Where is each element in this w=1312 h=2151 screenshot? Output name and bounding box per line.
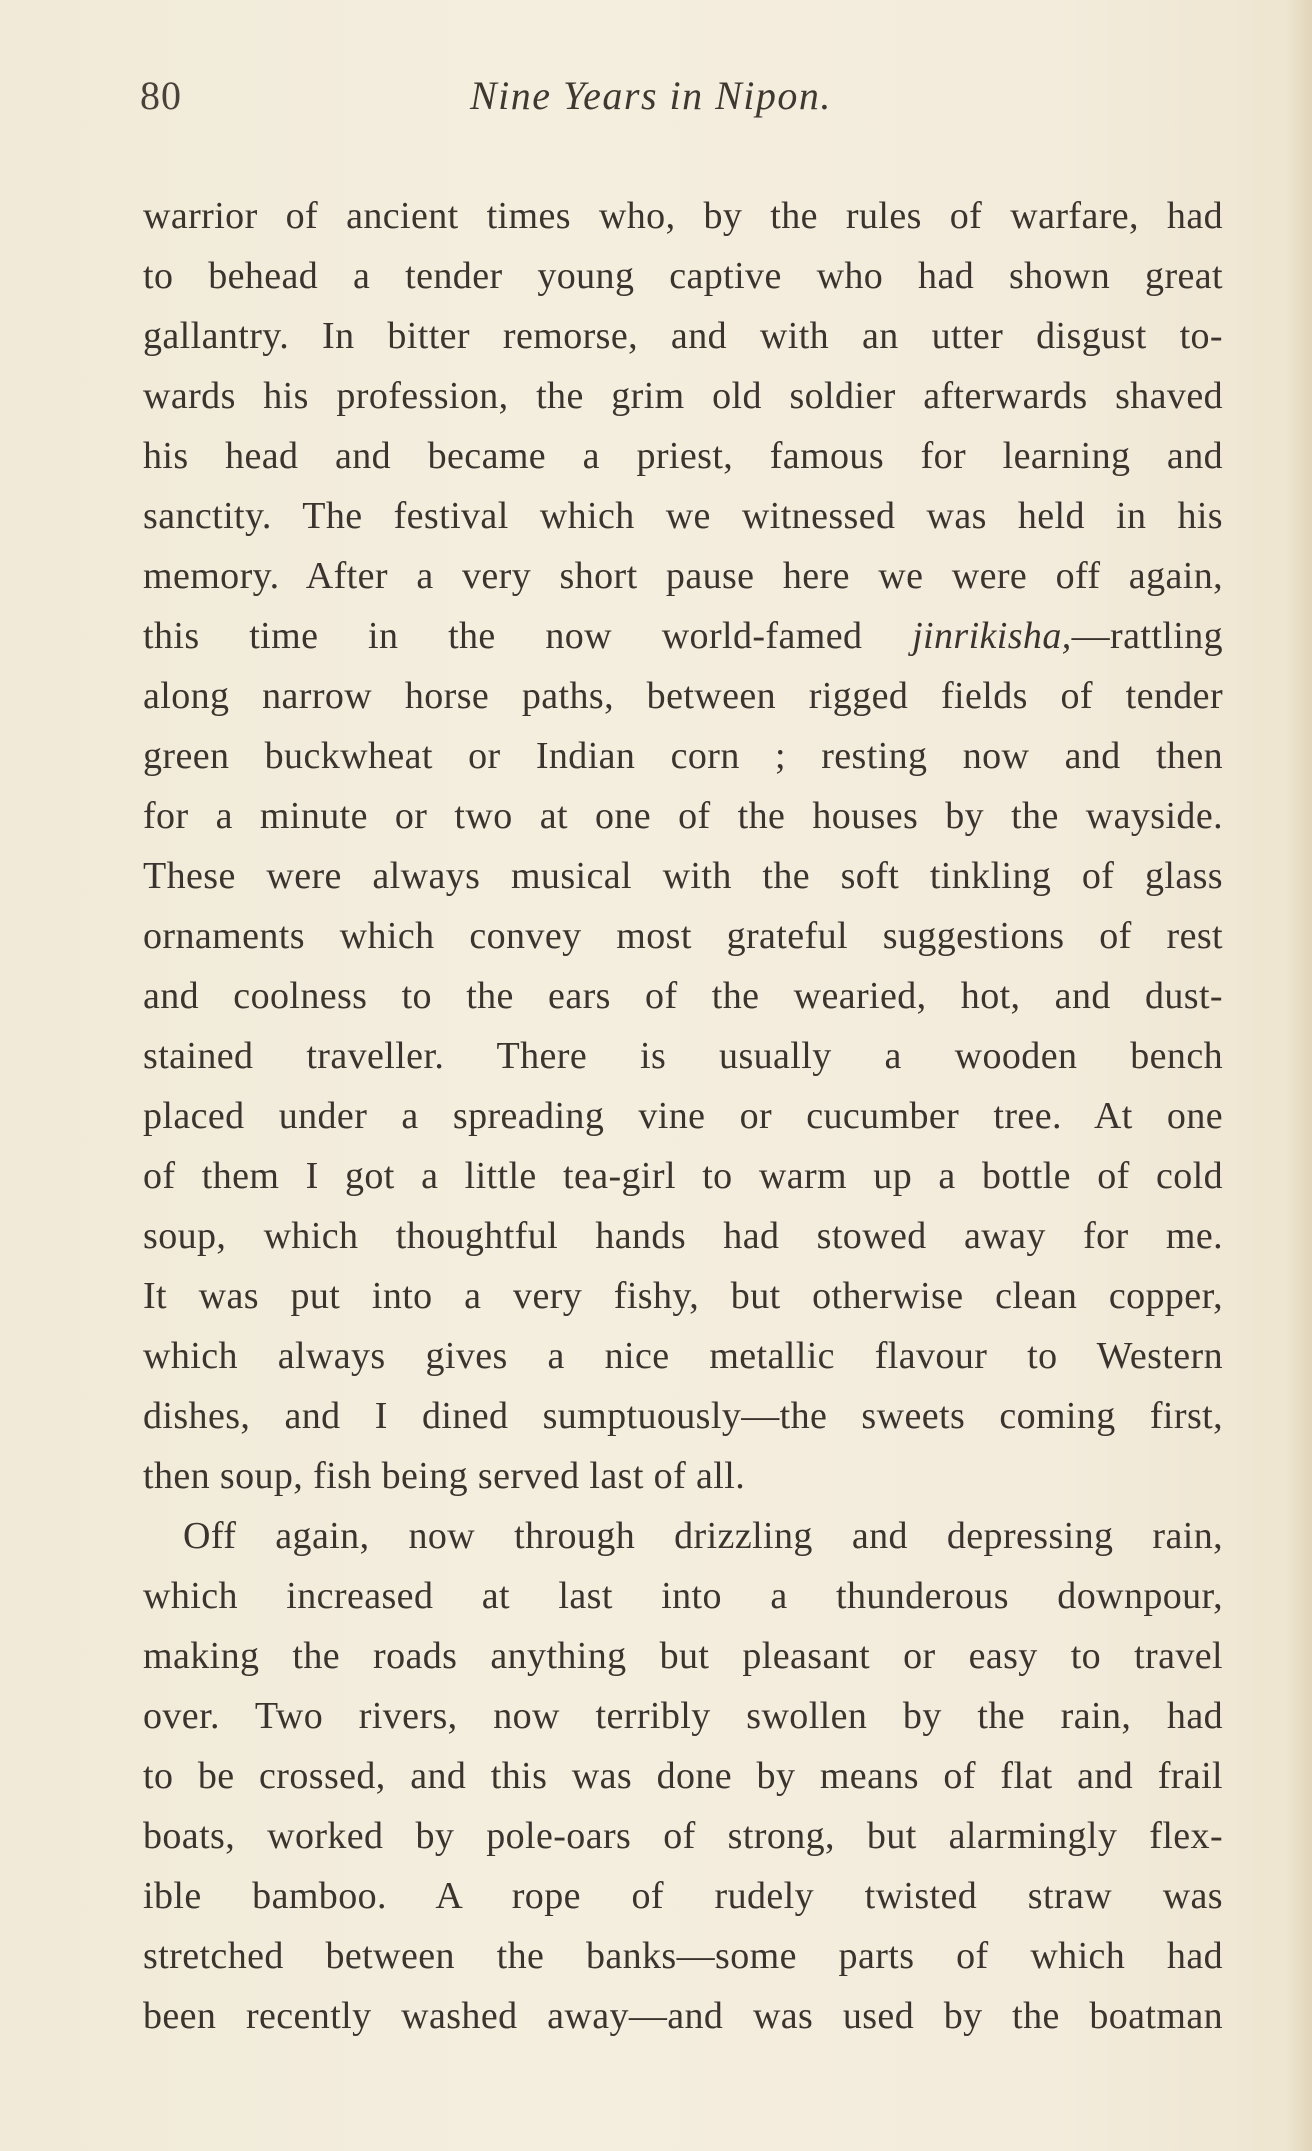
text-line: to behead a tender young captive who had shown great [143,255,1223,297]
text-line: stained traveller. There is usually a wooden bench [143,1035,1223,1077]
text-line: placed under a spreading vine or cucumber tree. At one [143,1095,1223,1137]
page-number: 80 [140,73,182,118]
text-line: been recently washed away—and was used by the boatman [143,1995,1223,2037]
page-header [140,72,1220,132]
text-line: and coolness to the ears of the wearied, hot, and dust- [143,975,1223,1017]
text-line: green buckwheat or Indian corn ; resting now and then [143,735,1223,777]
text-segment: this time in the now world-famed [143,615,913,657]
page-edge-shadow [1286,0,1312,2151]
text-line: soup, which thoughtful hands had stowed away for me. [143,1215,1223,1257]
text-line: wards his profession, the grim old soldier afterwards shaved [143,375,1223,417]
text-line: then soup, fish being served last of all. [143,1455,746,1497]
text-line: for a minute or two at one of the houses by the wayside. [143,795,1223,837]
text-line: making the roads anything but pleasant or easy to travel [143,1635,1223,1677]
running-title: Nine Years in Nipon. [470,73,832,118]
text-line: along narrow horse paths, between rigged fields of tender [143,675,1223,717]
text-line: dishes, and I dined sumptuously—the sweets coming first, [143,1395,1223,1437]
text-line: of them I got a little tea-girl to warm up a bottle of cold [143,1155,1223,1197]
text-line: Off again, now through drizzling and depressing rain, [183,1515,1223,1557]
text-line: warrior of ancient times who, by the rules of warfare, had [143,195,1223,237]
text-line: which increased at last into a thunderous downpour, [143,1575,1223,1617]
text-line: his head and became a priest, famous for learning and [143,435,1223,477]
text-line: ible bamboo. A rope of rudely twisted straw was [143,1875,1223,1917]
text-line: sanctity. The festival which we witnessed was held in his [143,495,1223,537]
text-line: gallantry. In bitter remorse, and with an utter disgust to- [143,315,1223,357]
text-line: ornaments which convey most grateful suggestions of rest [143,915,1223,957]
text-line: memory. After a very short pause here we were off again, [143,555,1223,597]
text-line [143,606,1223,666]
text-segment: —rattling [1071,615,1223,657]
text-line: which always gives a nice metallic flavour to Western [143,1335,1223,1377]
text-line: boats, worked by pole-oars of strong, but alarmingly flex- [143,1815,1223,1857]
text-line: These were always musical with the soft tinkling of glass [143,855,1223,897]
text-line: to be crossed, and this was done by means of flat and frail [143,1755,1223,1797]
text-line: It was put into a very fishy, but otherwise clean copper, [143,1275,1223,1317]
text-line: stretched between the banks—some parts of which had [143,1935,1223,1977]
italic-term: jinrikisha, [912,615,1072,657]
text-line: over. Two rivers, now terribly swollen by the rain, had [143,1695,1223,1737]
body-text [143,186,1223,2046]
